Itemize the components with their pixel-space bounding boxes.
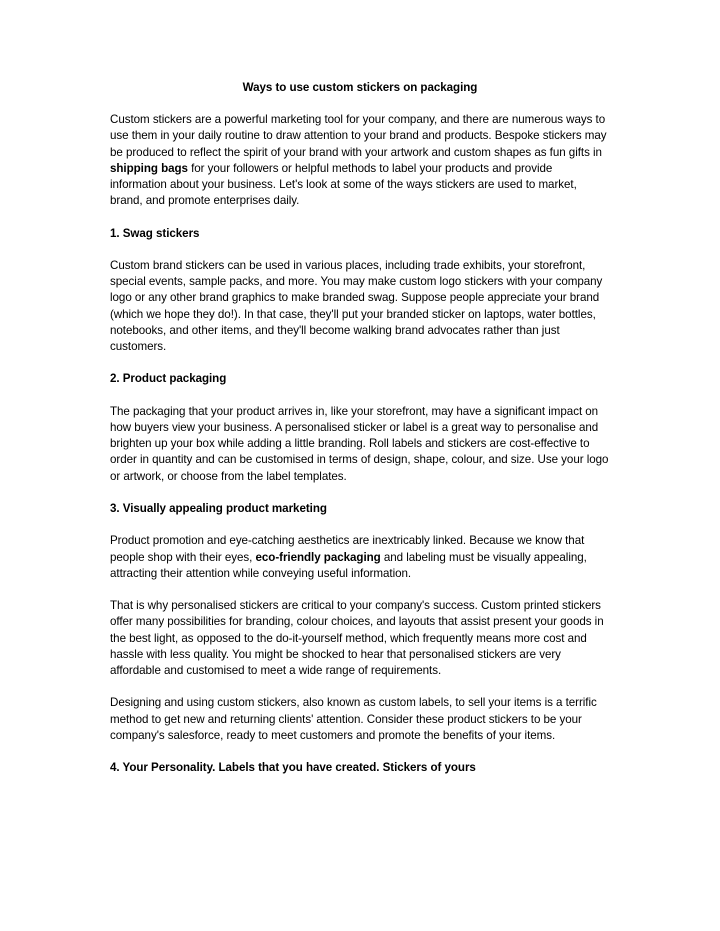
product-packaging-paragraph: The packaging that your product arrives in, like your storefront, may have a significant impact on how buyers view your business. A personalised sticker or label is a great way to personalise and brighten up your box while adding a little branding. Roll labels and stickers are cost-effective to order in quantity and can be customised in terms of design, shape, colour, and size. Use your logo or artwork, or choose from the label templates.	[110, 404, 609, 483]
visual-marketing-paragraph-1	[110, 533, 610, 582]
document-page	[110, 80, 610, 793]
intro-paragraph	[110, 112, 610, 209]
visual-marketing-paragraph-2: That is why personalised stickers are critical to your company's success. Custom printed stickers offer many possibilities for branding, colour choices, and layouts that assist present your goods in the best light, as opposed to the do-it-yourself method, which frequently means more cost and hassle with less quality. You might be shocked to hear that personalised stickers are very affordable and customised to meet a wide range of requirements.	[110, 599, 604, 677]
swag-stickers-paragraph: Custom brand stickers can be used in various places, including trade exhibits, your storefront, special events, sample packs, and more. You may make custom logo stickers with your company logo or any other brand graphics to make branded swag. Suppose people appreciate your brand (which we hope they do!). In that case, they'll put your branded sticker on laptops, water bottles, notebooks, and other items, and they'll become walking brand advocates rather than just customers.	[110, 259, 603, 354]
visual-marketing-text-before: Product promotion and eye-catching aesthetics are inextricably linked. Because we know that people shop with their eyes,	[110, 534, 585, 564]
intro-text-before: Custom stickers are a powerful marketing tool for your company, and there are numerous ways to use them in your daily routine to draw attention to your brand and products. Bespoke stickers may be produced to reflect the spirit of your brand with your artwork and custom shapes as fun gifts in	[110, 113, 607, 159]
shipping-bags-keyword: shipping bags	[110, 161, 188, 175]
visual-marketing-text-after: and labeling must be visually appealing, attracting their attention while conveying useful information.	[110, 550, 587, 580]
visual-marketing-paragraph-3: Designing and using custom stickers, also known as custom labels, to sell your items is a terrific method to get new and returning clients' attention. Consider these product stickers to be your company's salesforce, ready to meet customers and promote the benefits of your items.	[110, 696, 597, 742]
section-heading-product-packaging: 2. Product packaging	[110, 372, 227, 386]
section-heading-personality: 4. Your Personality. Labels that you have created. Stickers of yours	[110, 761, 476, 775]
document-title: Ways to use custom stickers on packaging	[242, 81, 478, 94]
section-heading-visual-marketing: 3. Visually appealing product marketing	[110, 502, 327, 515]
eco-friendly-packaging-keyword: eco-friendly packaging	[255, 550, 381, 564]
intro-text-after: for your followers or helpful methods to label your products and provide information about your business. Let's look at some of the ways stickers are used to market, brand, and promote enterprises daily.	[110, 161, 577, 208]
section-heading-swag-stickers: 1. Swag stickers	[110, 226, 200, 240]
